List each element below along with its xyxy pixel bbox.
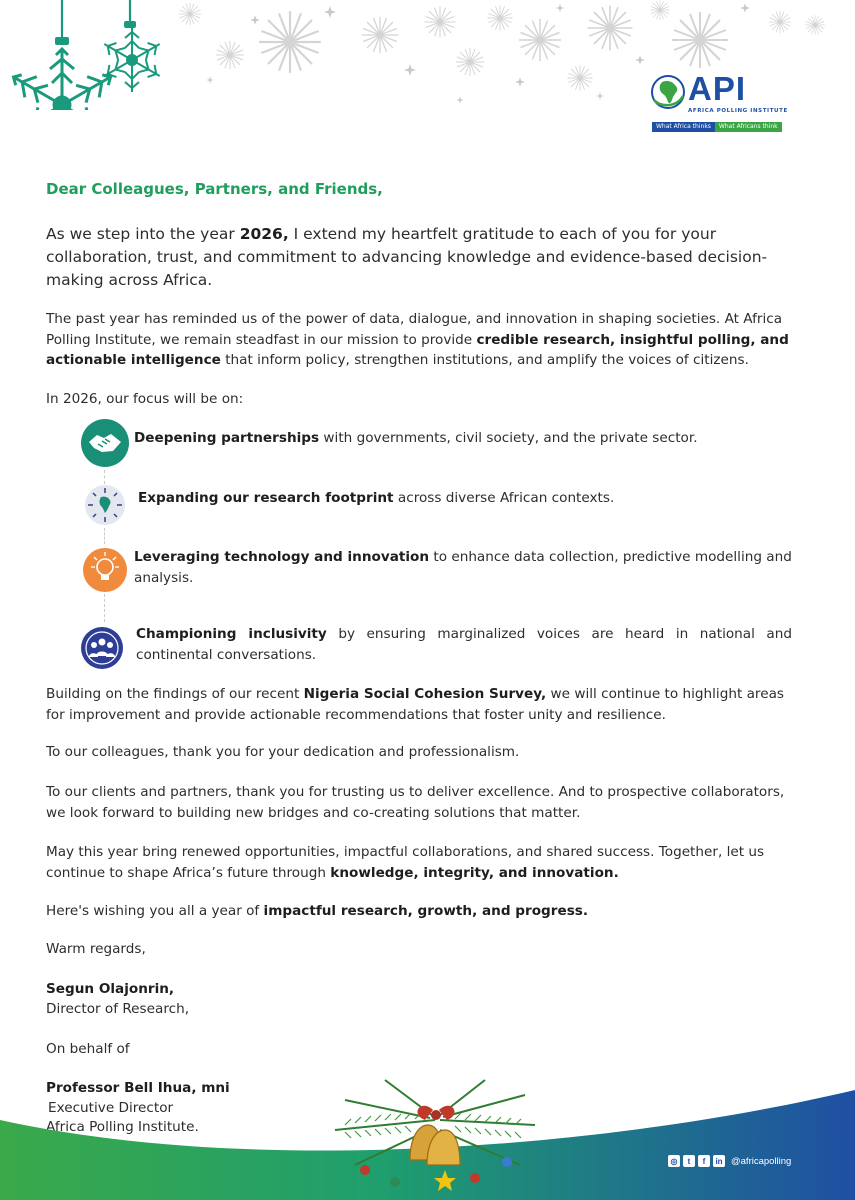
handshake-icon — [80, 418, 130, 468]
social-handle[interactable]: @africapolling — [731, 1155, 792, 1167]
africa-expand-icon — [84, 484, 126, 526]
timeline-connector — [104, 528, 105, 544]
logo-tagline-right: What Africans think — [715, 122, 782, 132]
people-group-icon — [80, 626, 124, 670]
wishing-paragraph: Here's wishing you all a year of impactful research, growth, and progress. — [46, 903, 589, 919]
focus-intro: In 2026, our focus will be on: — [46, 391, 244, 407]
linkedin-icon[interactable]: in — [713, 1155, 725, 1167]
colleagues-paragraph: To our colleagues, thank you for your dedication and professionalism. — [46, 744, 520, 760]
lightbulb-icon — [82, 547, 128, 593]
social-links — [668, 1155, 791, 1167]
signer-title: Director of Research, — [46, 1001, 190, 1017]
africa-globe-icon — [650, 74, 686, 110]
focus-item-text: Expanding our research footprint across diverse African contexts. — [138, 490, 615, 506]
focus-item-text: Leveraging technology and innovation to enhance data collection, predictive modelling and analysis. — [134, 549, 792, 586]
instagram-icon[interactable]: ◎ — [668, 1155, 680, 1167]
timeline-connector — [104, 594, 105, 622]
past-year-paragraph: The past year has reminded us of the power of data, dialogue, and innovation in shaping societies. At Africa Polling Institute, we remain steadfast in our mission to provide credible research, insightful polling, and actionable intelligence that inform policy, strengthen institutions, and amplify the voices of citizens. — [46, 311, 789, 368]
timeline-connector — [104, 470, 105, 484]
twitter-icon[interactable]: t — [683, 1155, 695, 1167]
api-logo — [648, 70, 788, 136]
director-title: Executive Director — [48, 1100, 174, 1116]
signer-name: Segun Olajonrin, — [46, 981, 175, 997]
closing: Warm regards, — [46, 941, 146, 957]
survey-paragraph: Building on the findings of our recent Nigeria Social Cohesion Survey, we will continue to highlight areas for improvement and provide actionable recommendations that foster unity and resilience. — [46, 686, 784, 723]
logo-tagline-left: What Africa thinks — [652, 122, 715, 132]
focus-item-text: Championing inclusivity by ensuring marginalized voices are heard in national and continental conversations. — [136, 626, 793, 663]
logo-institute-name: AFRICA POLLING INSTITUTE — [688, 108, 788, 114]
on-behalf: On behalf of — [46, 1041, 130, 1057]
logo-wordmark: API — [688, 70, 747, 107]
closing-wish-paragraph: May this year bring renewed opportunities, impactful collaborations, and shared success. Together, let us continue to shape Africa’s future through knowledge, integrity, and innovation. — [46, 844, 765, 881]
director-org: Africa Polling Institute. — [46, 1119, 199, 1135]
clients-paragraph: To our clients and partners, thank you for trusting us to deliver excellence. And to prospective collaborators, we look forward to building new bridges and co-creating solutions that matter. — [46, 784, 785, 821]
logo-tagline — [652, 122, 782, 132]
director-name: Professor Bell Ihua, mni — [46, 1080, 230, 1096]
intro-paragraph: As we step into the year 2026, I extend my heartfelt gratitude to each of you for your collaboration, trust, and commitment to advancing knowledge and evidence-based decision-making across Africa. — [46, 225, 768, 289]
salutation: Dear Colleagues, Partners, and Friends, — [46, 180, 383, 198]
focus-item-text: Deepening partnerships with governments, civil society, and the private sector. — [134, 430, 698, 446]
christmas-bells-decoration — [325, 1070, 545, 1200]
facebook-icon[interactable]: f — [698, 1155, 710, 1167]
